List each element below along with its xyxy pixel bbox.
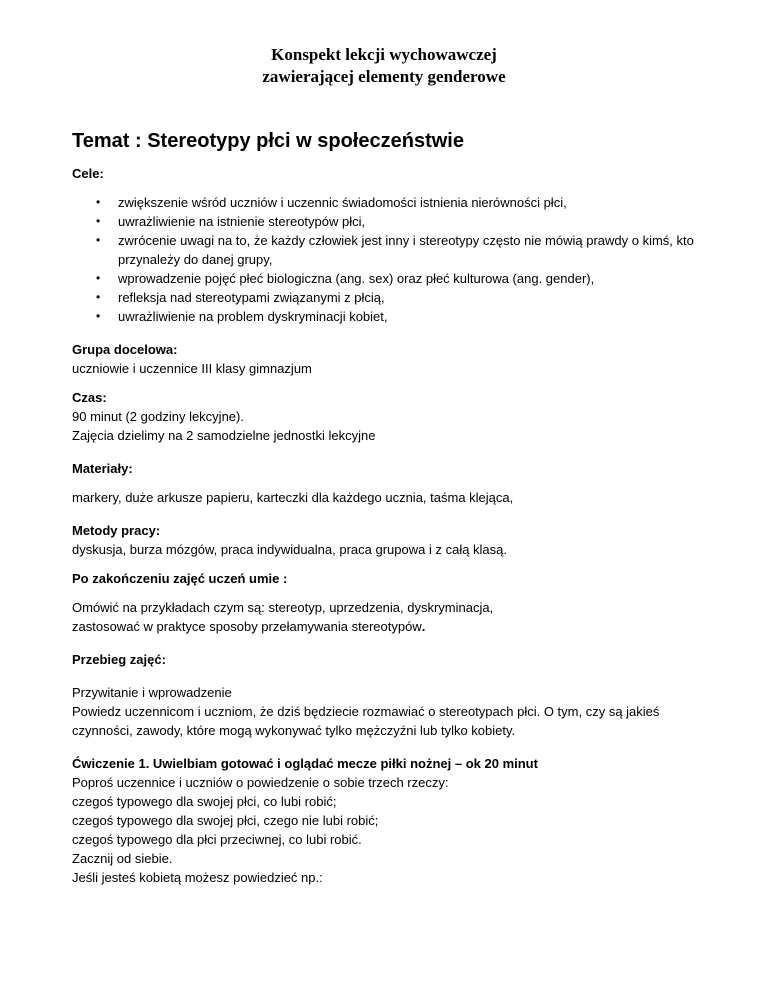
materials-label: Materiały: bbox=[72, 461, 133, 476]
goal-item: • zwrócenie uwagi na to, że każdy człowiek jest inny i stereotypy często nie mówią prawdy o kimś, kto przynależy do danej grupy, bbox=[96, 233, 694, 267]
goals-list bbox=[72, 193, 712, 326]
goal-item: • wprowadzenie pojęć płeć biologiczna (ang. sex) oraz płeć kulturowa (ang. gender), bbox=[96, 271, 595, 286]
bullet-icon: • bbox=[96, 290, 101, 304]
goal-item: • zwiększenie wśród uczniów i uczennic świadomości istnienia nierówności płci, bbox=[96, 195, 567, 210]
document-title bbox=[0, 44, 768, 88]
outcomes-label: Po zakończeniu zajęć uczeń umie : bbox=[72, 571, 288, 586]
exercise-1-line: Zacznij od siebie. bbox=[72, 851, 173, 866]
exercise-1-line: czegoś typowego dla swojej płci, czego nie lubi robić; bbox=[72, 813, 379, 828]
exercise-1-title: Ćwiczenie 1. Uwielbiam gotować i oglądać mecze piłki nożnej – ok 20 minut bbox=[72, 756, 538, 771]
time-line-1: 90 minut (2 godziny lekcyjne). bbox=[72, 409, 244, 424]
exercise-1-line: czegoś typowego dla swojej płci, co lubi robić; bbox=[72, 794, 337, 809]
goals-label: Cele: bbox=[72, 166, 104, 181]
course-line-2: Powiedz uczennicom i uczniom, że dziś będziecie rozmawiać o stereotypach płci. O tym, czy są jakieś czynności, zawody, które mogą wykonywać tylko mężczyźni lub tylko kobiety. bbox=[72, 704, 660, 738]
exercise-1-line: Poproś uczennice i uczniów o powiedzenie o sobie trzech rzeczy: bbox=[72, 775, 449, 790]
goal-item: • uwrażliwienie na problem dyskryminacji kobiet, bbox=[96, 309, 388, 324]
bullet-icon: • bbox=[96, 195, 101, 209]
exercise-1-line: Jeśli jesteś kobietą możesz powiedzieć np.: bbox=[72, 870, 323, 885]
goal-item: • refleksja nad stereotypami związanymi z płcią, bbox=[96, 290, 385, 305]
course-line-1: Przywitanie i wprowadzenie bbox=[72, 685, 232, 700]
materials-text: markery, duże arkusze papieru, karteczki dla każdego ucznia, taśma klejąca, bbox=[72, 490, 514, 505]
exercise-1-line: czegoś typowego dla płci przeciwnej, co lubi robić. bbox=[72, 832, 362, 847]
methods-text: dyskusja, burza mózgów, praca indywidualna, praca grupowa i z całą klasą. bbox=[72, 542, 508, 557]
bullet-icon: • bbox=[96, 309, 101, 323]
time-line-2: Zajęcia dzielimy na 2 samodzielne jednostki lekcyjne bbox=[72, 428, 376, 443]
outcomes-line-2: zastosować w praktyce sposoby przełamywania stereotypów. bbox=[72, 619, 426, 634]
document-body bbox=[72, 164, 712, 887]
time-label: Czas: bbox=[72, 390, 107, 405]
title-line-1: Konspekt lekcji wychowawczej bbox=[271, 45, 497, 64]
bullet-icon: • bbox=[96, 214, 101, 228]
bullet-icon: • bbox=[96, 233, 101, 247]
methods-label: Metody pracy: bbox=[72, 523, 161, 538]
title-line-2: zawierającej elementy genderowe bbox=[262, 67, 506, 86]
target-group-text: uczniowie i uczennice III klasy gimnazjum bbox=[72, 361, 312, 376]
lesson-topic: Temat : Stereotypy płci w społeczeństwie bbox=[72, 130, 464, 152]
goal-item: • uwrażliwienie na istnienie stereotypów płci, bbox=[96, 214, 366, 229]
outcomes-line-1: Omówić na przykładach czym są: stereotyp, uprzedzenia, dyskryminacja, bbox=[72, 600, 494, 615]
bullet-icon: • bbox=[96, 271, 101, 285]
target-group-label: Grupa docelowa: bbox=[72, 342, 178, 357]
course-label: Przebieg zajęć: bbox=[72, 652, 166, 667]
